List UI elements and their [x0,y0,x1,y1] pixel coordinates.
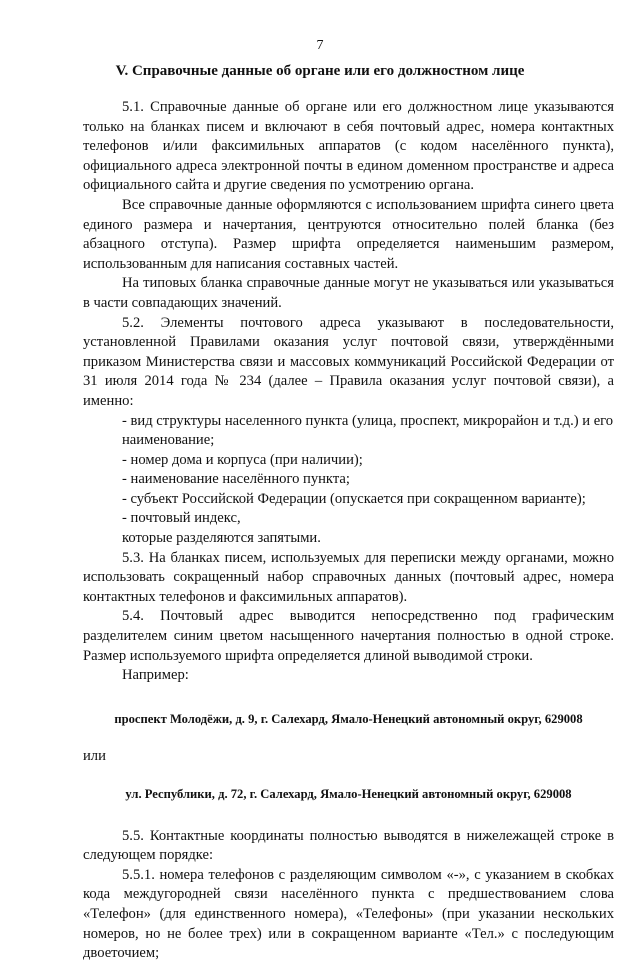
list-item: - номер дома и корпуса (при наличии); [122,451,363,468]
page-number: 7 [316,38,324,53]
paragraph-example-intro: Например: [122,667,189,684]
document-body [83,98,614,964]
address-example-1: проспект Молодёжи, д. 9, г. Салехард, Ямало-Ненецкий автономный округ, 629008 [114,711,583,726]
paragraph-5-1: 5.1. Справочные данные об органе или его должностном лице указываются только на бланках писем и включают в себя почтовый адрес, номера контактных телефонов и/или факсимильных аппаратов (с кодом населённого пункта), официального адреса электронной почты в едином доменном пространстве и адреса официального сайта и другие сведения по усмотрению органа. [83,99,614,194]
list-item: - субъект Российской Федерации (опускается при сокращенном варианте); [122,490,586,507]
list-item: - вид структуры населенного пункта (улица, проспект, микрорайон и т.д.) и его наименование; [122,412,614,449]
address-example-2: ул. Республики, д. 72, г. Салехард, Ямало-Ненецкий автономный округ, 629008 [125,787,572,801]
section-title: V. Справочные данные об органе или его должностном лице [115,63,525,79]
paragraph-5-4: 5.4. Почтовый адрес выводится непосредственно под графическим разделителем синим цветом насыщенного начертания полностью в одной строке. Размер используемого шрифта определяется длиной выводимой строки. [83,608,614,664]
paragraph-font-rules: Все справочные данные оформляются с использованием шрифта синего цвета единого размера и начертания, центруются относительно полей бланка (без абзацного отступа). Размер шрифта определяется наименьшим размером, использованным для написания составных частей. [83,196,614,272]
or-text: или [83,748,106,765]
paragraph-typical-forms: На типовых бланка справочные данные могут не указываться или указываться в части совпадающих значений. [83,275,614,311]
list-item: - наименование населённого пункта; [122,471,350,488]
list-item: - почтовый индекс, [122,510,241,527]
paragraph-5-5-1: 5.5.1. номера телефонов с разделяющим символом «-», с указанием в скобках кода междугородней связи населённого пункта с предшествованием слова «Телефон» (для единственного номера), «Телефоны» (при указании нескольких номеров, но не более трех) или в сокращенном варианте «Тел.» с последующим двоеточием; [83,866,614,962]
paragraph-5-3: 5.3. На бланках писем, используемых для переписки между органами, можно использовать сокращенный набор справочных данных (почтовый адрес, номера контактных телефонов и факсимильных аппаратов). [83,549,614,605]
paragraph-5-2: 5.2. Элементы почтового адреса указывают в последовательности, установленной Правилами оказания услуг почтовой связи, утверждёнными приказом Министерства связи и массовых коммуникаций Российской Федерации от 31 июля 2014 года № 234 (далее – Правила оказания услуг почтовой связи), а именно: [83,314,614,409]
paragraph-separated: которые разделяются запятыми. [122,530,321,547]
paragraph-5-5: 5.5. Контактные координаты полностью выводятся в нижележащей строке в следующем порядке: [83,827,614,864]
